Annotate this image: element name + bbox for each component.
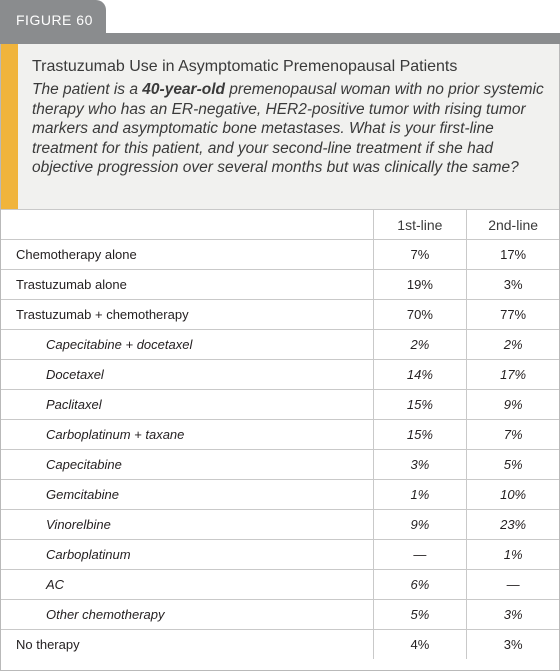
row-label: Capecitabine + docetaxel: [1, 330, 373, 360]
first-line-value: 5%: [373, 600, 467, 630]
second-line-value: 3%: [467, 270, 559, 300]
row-label: AC: [1, 570, 373, 600]
header-second-line: 2nd-line: [467, 210, 559, 240]
first-line-value: 2%: [373, 330, 467, 360]
table-row: [1, 510, 559, 540]
first-line-value: 4%: [373, 630, 467, 660]
figure-frame: [0, 44, 560, 671]
second-line-value: 3%: [467, 600, 559, 630]
first-line-value: 70%: [373, 300, 467, 330]
second-line-value: 17%: [467, 360, 559, 390]
second-line-value: 1%: [467, 540, 559, 570]
second-line-value: 17%: [467, 240, 559, 270]
row-label: Docetaxel: [1, 360, 373, 390]
second-line-value: 10%: [467, 480, 559, 510]
second-line-value: 9%: [467, 390, 559, 420]
table-row: [1, 240, 559, 270]
second-line-value: 23%: [467, 510, 559, 540]
table-row: [1, 450, 559, 480]
first-line-value: 15%: [373, 420, 467, 450]
second-line-value: 5%: [467, 450, 559, 480]
table-row: [1, 630, 559, 660]
table-row: [1, 390, 559, 420]
row-label: Vinorelbine: [1, 510, 373, 540]
second-line-value: —: [467, 570, 559, 600]
first-line-value: 3%: [373, 450, 467, 480]
table-row: [1, 600, 559, 630]
second-line-value: 2%: [467, 330, 559, 360]
row-label: Carboplatinum: [1, 540, 373, 570]
table-body: [1, 240, 559, 660]
row-label: Trastuzumab alone: [1, 270, 373, 300]
table-row: [1, 570, 559, 600]
table-row: [1, 480, 559, 510]
header-first-line: 1st-line: [373, 210, 467, 240]
second-line-value: 77%: [467, 300, 559, 330]
row-label: Gemcitabine: [1, 480, 373, 510]
figure-tab: [0, 0, 106, 33]
table-row: [1, 300, 559, 330]
row-label: Chemotherapy alone: [1, 240, 373, 270]
table-header-row: [1, 210, 559, 240]
row-label: Trastuzumab + chemotherapy: [1, 300, 373, 330]
first-line-value: 1%: [373, 480, 467, 510]
figure-label: FIGURE 60: [16, 12, 93, 28]
accent-bar: [1, 44, 18, 209]
header-blank: [1, 210, 373, 240]
row-label: Capecitabine: [1, 450, 373, 480]
table-row: [1, 270, 559, 300]
first-line-value: —: [373, 540, 467, 570]
row-label: Paclitaxel: [1, 390, 373, 420]
table-row: [1, 420, 559, 450]
table-row: [1, 330, 559, 360]
first-line-value: 7%: [373, 240, 467, 270]
row-label: Other chemotherapy: [1, 600, 373, 630]
question-bold: 40-year-old: [142, 81, 225, 98]
table-row: [1, 360, 559, 390]
question-post: premenopausal woman with no prior systemic therapy who has an ER-negative, HER2-positive tumor with rising tumor markers and asymptomatic bone metastases. What is your first-line treatment for this patient, and your second-line treatment if she had objective progression over several months but was clinically the same?: [32, 81, 544, 176]
table-row: [1, 540, 559, 570]
figure-header: [1, 44, 559, 210]
second-line-value: 7%: [467, 420, 559, 450]
row-label: Carboplatinum + taxane: [1, 420, 373, 450]
first-line-value: 14%: [373, 360, 467, 390]
results-table: [1, 210, 559, 659]
question-pre: The patient is a: [32, 81, 143, 98]
first-line-value: 9%: [373, 510, 467, 540]
figure-title: Trastuzumab Use in Asymptomatic Premenopausal Patients: [32, 58, 458, 75]
row-label: No therapy: [1, 630, 373, 660]
question-text: [32, 80, 547, 178]
header-band: [0, 33, 560, 44]
first-line-value: 19%: [373, 270, 467, 300]
first-line-value: 6%: [373, 570, 467, 600]
first-line-value: 15%: [373, 390, 467, 420]
second-line-value: 3%: [467, 630, 559, 660]
